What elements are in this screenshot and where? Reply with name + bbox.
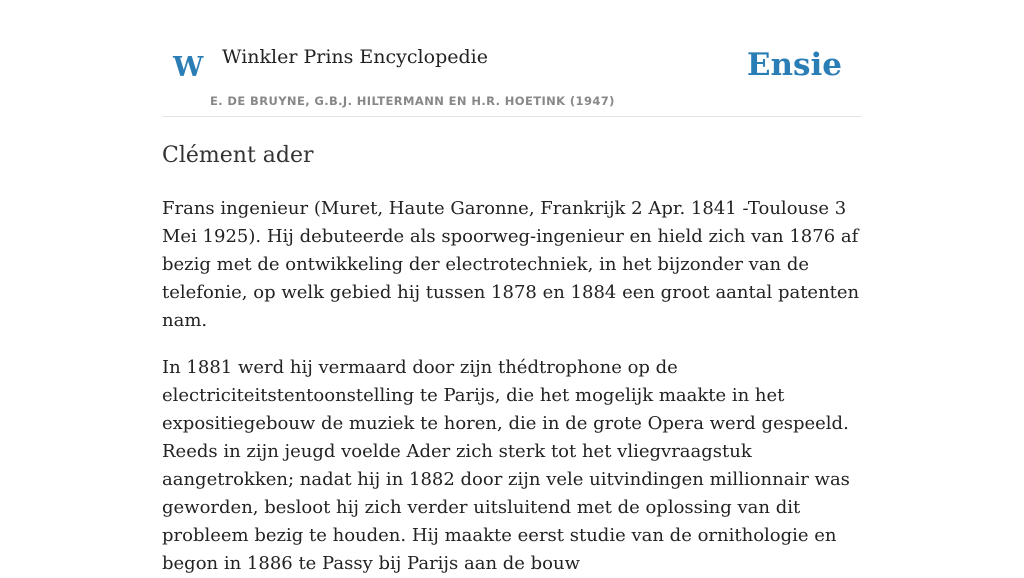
- article-paragraph-2: In 1881 werd hij vermaard door zijn thédtrophone op de electriciteitstentoonstelling te Parijs, die het mogelijk maakte in het expositiegebouw de muziek te horen, die in de grote Opera werd gespeeld. Reeds in zijn jeugd voelde Ader zich sterk tot het vliegvraagstuk aangetrokken; nadat hij in 1882 door zijn vele uitvindingen millionnair was geworden, besloot hij zich verder uitsluitend met de oplossing van dit probleem bezig te houden. Hij maakte eerst studie van de ornithologie en begon in 1886 te Passy bij Parijs aan de bouw: [162, 357, 850, 574]
- site-header: [162, 0, 862, 117]
- publication-title[interactable]: Winkler Prins Encyclopedie: [222, 46, 488, 68]
- encyclopedia-logo-icon[interactable]: W: [173, 52, 204, 83]
- page: [162, 0, 862, 574]
- article-paragraph-1: Frans ingenieur (Muret, Haute Garonne, Frankrijk 2 Apr. 1841 -Toulouse 3 Mei 1925). Hij debuteerde als spoorweg-ingenieur en hield zich van 1876 af bezig met de ontwikkeling der electrotechniek, in het bijzonder van de telefonie, op welk gebied hij tussen 1878 en 1884 een groot aantal patenten nam.: [162, 198, 860, 331]
- publication-authors: E. DE BRUYNE, G.B.J. HILTERMANN EN H.R. HOETINK (1947): [210, 94, 615, 108]
- article-title: Clément ader: [162, 143, 314, 168]
- ensie-brand-logo[interactable]: Ensie: [746, 47, 842, 83]
